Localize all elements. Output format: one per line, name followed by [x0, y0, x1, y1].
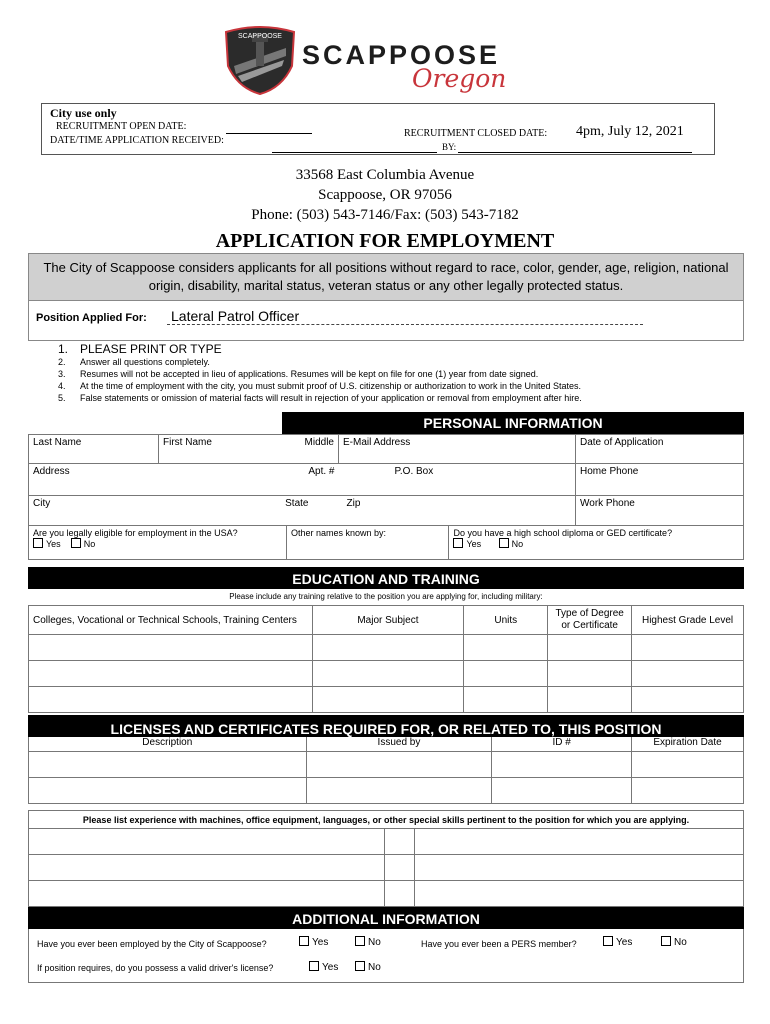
address-street: 33568 East Columbia Avenue: [295, 167, 475, 183]
address-field[interactable]: Address Apt. #: [29, 464, 339, 496]
license-row[interactable]: [29, 777, 744, 803]
address-phone: Phone: (503) 543-7146/Fax: (503) 543-7182: [251, 207, 519, 223]
diploma-no-checkbox[interactable]: [499, 538, 509, 548]
eligible-yes-checkbox[interactable]: [33, 538, 43, 548]
position-label: Position Applied For:: [36, 312, 147, 324]
education-subheading: Please include any training relative to the position you are applying for, including military:: [229, 592, 543, 601]
col-id-header: ID #: [492, 737, 632, 751]
city-use-heading: City use only: [50, 106, 117, 120]
last-name-field[interactable]: Last Name: [29, 435, 159, 464]
email-field[interactable]: E-Mail Address: [339, 435, 576, 464]
po-box-field[interactable]: P.O. Box: [339, 464, 576, 496]
license-no-checkbox[interactable]: [355, 961, 365, 971]
personal-info-table: [28, 434, 744, 560]
education-row[interactable]: [29, 661, 744, 687]
license-row[interactable]: [29, 751, 744, 777]
work-phone-field[interactable]: Work Phone: [576, 496, 744, 526]
employed-no: No: [355, 936, 381, 948]
skills-heading: Please list experience with machines, office equipment, languages, or other special skills pertinent to the position for which you are applying.: [29, 811, 744, 829]
by-field[interactable]: [458, 152, 692, 153]
pers-yes-checkbox[interactable]: [603, 936, 613, 946]
instruction-item: 5. False statements or omission of material facts will result in rejection of your application or removal from employment after hire.: [58, 393, 582, 403]
page-title: APPLICATION FOR EMPLOYMENT: [215, 230, 555, 252]
col-major-header: Major Subject: [312, 606, 464, 635]
closed-date-label: RECRUITMENT CLOSED DATE:: [404, 128, 548, 139]
eligible-no-checkbox[interactable]: [71, 538, 81, 548]
received-field[interactable]: [272, 152, 437, 153]
license-question: If position requires, do you possess a valid driver's license?: [37, 963, 274, 973]
pers-question: Have you ever been a PERS member?: [421, 939, 577, 949]
pers-yes: Yes: [603, 936, 632, 948]
employed-no-checkbox[interactable]: [355, 936, 365, 946]
position-input[interactable]: Lateral Patrol Officer: [171, 308, 300, 324]
first-name-field[interactable]: First Name: [159, 435, 287, 464]
col-grade-header: Highest Grade Level: [632, 606, 744, 635]
city-logo-badge: [222, 26, 298, 96]
received-label: DATE/TIME APPLICATION RECEIVED:: [50, 135, 224, 146]
col-description-header: Description: [29, 737, 307, 751]
city-address-block: [0, 165, 770, 225]
licenses-heading: LICENSES AND CERTIFICATES REQUIRED FOR, OR RELATED TO, THIS POSITION: [28, 715, 744, 737]
eligible-question: Are you legally eligible for employment in the USA? Yes No: [29, 526, 287, 560]
zip-field[interactable]: Zip: [287, 496, 576, 526]
education-table: [28, 605, 744, 713]
logo-badge-text: SCAPPOOSE: [238, 33, 282, 40]
open-date-field[interactable]: [226, 133, 312, 134]
instruction-item: 3. Resumes will not be accepted in lieu of applications. Resumes will be kept on file for one (1) year from date signed.: [58, 369, 539, 379]
license-yes-checkbox[interactable]: [309, 961, 319, 971]
additional-box: [28, 929, 744, 983]
city-field[interactable]: City State: [29, 496, 287, 526]
personal-info-heading: PERSONAL INFORMATION: [282, 412, 744, 434]
by-label: BY:: [442, 142, 457, 152]
skills-row[interactable]: [29, 829, 744, 855]
skills-table: [28, 810, 744, 907]
skills-row[interactable]: [29, 881, 744, 907]
closed-date-value[interactable]: 4pm, July 12, 2021: [576, 124, 684, 139]
instruction-item: 2. Answer all questions completely.: [58, 357, 210, 367]
education-row[interactable]: [29, 635, 744, 661]
col-expiration-header: Expiration Date: [632, 737, 744, 751]
home-phone-field[interactable]: Home Phone: [576, 464, 744, 496]
equal-opportunity-notice: The City of Scappoose considers applicants for all positions without regard to race, color, gender, age, religion, national origin, disability, marital status, veteran status or any other legally protected status.: [28, 253, 744, 301]
date-of-application-field[interactable]: Date of Application: [576, 435, 744, 464]
employed-question: Have you ever been employed by the City of Scappoose?: [37, 939, 267, 949]
other-names-field[interactable]: Other names known by:: [287, 526, 449, 560]
position-underline: [167, 324, 643, 325]
logo-wordmark: SCAPPOOSE: [302, 40, 501, 70]
position-box: [28, 301, 744, 341]
pers-no: No: [661, 936, 687, 948]
pers-no-checkbox[interactable]: [661, 936, 671, 946]
instruction-item: 1. PLEASE PRINT OR TYPE: [58, 342, 222, 356]
licenses-table: [28, 737, 744, 804]
middle-field[interactable]: Middle: [287, 435, 339, 464]
col-degree-header: Type of Degree or Certificate: [548, 606, 632, 635]
additional-heading: ADDITIONAL INFORMATION: [28, 907, 744, 929]
address-city: Scappoose, OR 97056: [318, 187, 452, 203]
education-heading: EDUCATION AND TRAINING: [28, 567, 744, 589]
city-use-box: [41, 103, 715, 155]
employed-yes: Yes: [299, 936, 328, 948]
diploma-question: Do you have a high school diploma or GED certificate? Yes No: [449, 526, 744, 560]
open-date-label: RECRUITMENT OPEN DATE:: [56, 121, 187, 132]
instructions-list: [58, 342, 582, 404]
col-schools-header: Colleges, Vocational or Technical Schools, Training Centers: [29, 606, 313, 635]
col-units-header: Units: [464, 606, 548, 635]
education-row[interactable]: [29, 687, 744, 713]
col-issued-header: Issued by: [306, 737, 492, 751]
diploma-yes-checkbox[interactable]: [453, 538, 463, 548]
employed-yes-checkbox[interactable]: [299, 936, 309, 946]
skills-row[interactable]: [29, 855, 744, 881]
license-yes: Yes: [309, 961, 338, 973]
logo-oregon-script: Oregon: [412, 64, 507, 93]
license-no: No: [355, 961, 381, 973]
instruction-item: 4. At the time of employment with the city, you must submit proof of U.S. citizenship or authorization to work in the United States.: [58, 381, 582, 391]
